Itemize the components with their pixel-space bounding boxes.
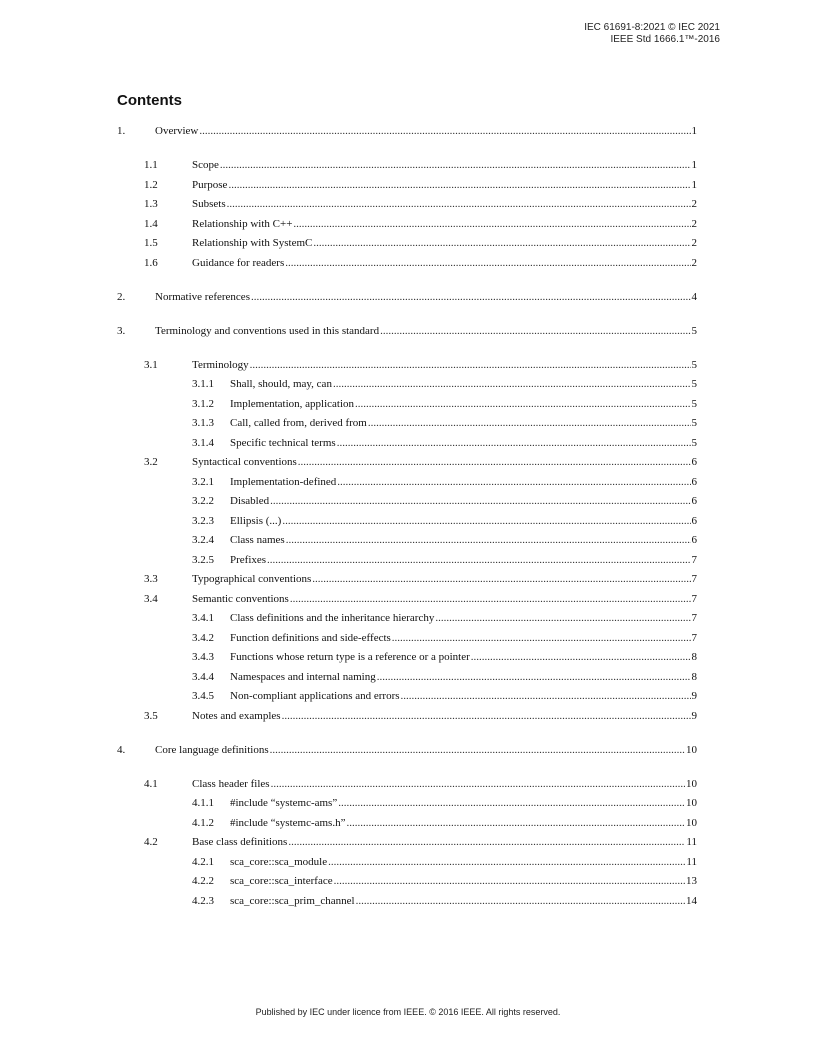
toc-entry-page: 7 <box>691 592 697 605</box>
toc-entry-number: 3.2.1 <box>192 475 214 488</box>
toc-entry-title: Functions whose return type is a reference or a pointer <box>230 651 470 663</box>
toc-dot-leader <box>334 872 685 892</box>
toc-entry-number: 4.1.1 <box>192 797 214 809</box>
toc-entry-title: Specific technical terms <box>230 436 336 449</box>
toc-entry[interactable] <box>117 254 697 274</box>
toc-entry-page: 5 <box>691 378 697 390</box>
toc-entry-number: 1.2 <box>144 178 158 191</box>
toc-dot-leader <box>338 794 685 814</box>
toc-entry-title: Disabled <box>230 495 270 507</box>
toc-entry-page: 10 <box>686 797 697 809</box>
toc-entry-title: Call, called from, derived from <box>230 417 367 429</box>
toc-entry[interactable] <box>117 687 697 707</box>
toc-dot-leader <box>435 609 690 629</box>
toc-entry-page: 2 <box>691 256 697 269</box>
toc-entry-title: Implementation, application <box>230 397 355 410</box>
toc-entry-page: 13 <box>686 875 697 887</box>
toc-entry-number: 4.2 <box>144 836 158 848</box>
toc-entry-number: 3.2.2 <box>192 495 214 507</box>
page-title: Contents <box>117 92 182 109</box>
toc-entry-number: 1. <box>117 125 126 137</box>
toc-dot-leader <box>368 414 691 434</box>
toc-entry[interactable] <box>117 453 697 473</box>
toc-dot-leader <box>313 234 690 254</box>
toc-entry-title: Class names <box>230 534 285 546</box>
toc-entry-number: 3.1 <box>144 358 158 371</box>
toc-entry-page: 11 <box>686 855 697 868</box>
toc-entry[interactable] <box>117 122 697 142</box>
toc-entry-number: 3.1.4 <box>192 436 214 449</box>
toc-entry-title: sca_core::sca_module <box>230 855 328 868</box>
toc-entry[interactable] <box>117 629 697 649</box>
toc-entry-number: 1.5 <box>144 237 158 249</box>
toc-entry-number: 1.3 <box>144 198 158 210</box>
toc-entry-number: 4.2.2 <box>192 875 214 887</box>
toc-entry[interactable] <box>117 176 697 196</box>
toc-entry[interactable] <box>117 531 697 551</box>
toc-entry-page: 2 <box>691 237 697 249</box>
toc-dot-leader <box>282 707 691 727</box>
toc-entry-page: 1 <box>691 125 697 137</box>
toc-entry[interactable] <box>117 668 697 688</box>
toc-entry[interactable] <box>117 814 697 834</box>
table-of-contents <box>117 122 697 911</box>
toc-dot-leader <box>271 775 685 795</box>
toc-entry[interactable] <box>117 473 697 493</box>
toc-entry-number: 3.4.2 <box>192 631 214 644</box>
toc-entry[interactable] <box>117 570 697 590</box>
toc-entry-page: 9 <box>691 690 697 702</box>
toc-entry-page: 6 <box>691 456 697 468</box>
page-footer: Published by IEC under licence from IEEE. © 2016 IEEE. All rights reserved. <box>255 1007 561 1017</box>
toc-entry-number: 1.1 <box>144 159 158 171</box>
toc-entry-page: 10 <box>686 777 697 790</box>
toc-entry[interactable] <box>117 156 697 176</box>
toc-entry-title: Purpose <box>192 178 228 191</box>
toc-entry-title: Scope <box>192 159 219 171</box>
toc-entry-title: Class header files <box>192 777 270 790</box>
toc-entry-page: 6 <box>691 495 697 507</box>
toc-entry-number: 3.1.3 <box>192 417 214 429</box>
toc-entry-title: sca_core::sca_prim_channel <box>230 894 355 907</box>
toc-entry[interactable] <box>117 512 697 532</box>
toc-entry-page: 5 <box>691 358 697 371</box>
toc-dot-leader <box>392 629 691 649</box>
toc-entry-title: Semantic conventions <box>192 592 289 605</box>
toc-entry-page: 2 <box>691 217 697 230</box>
toc-entry-number: 3.2.3 <box>192 514 214 527</box>
toc-entry-title: sca_core::sca_interface <box>230 875 333 887</box>
toc-dot-leader <box>337 434 691 454</box>
toc-dot-leader <box>228 176 690 196</box>
toc-entry-page: 1 <box>691 178 697 191</box>
toc-dot-leader <box>270 741 685 761</box>
toc-entry[interactable] <box>117 395 697 415</box>
toc-entry-page: 8 <box>691 670 697 683</box>
toc-entry-page: 6 <box>691 514 697 527</box>
toc-entry-page: 7 <box>691 631 697 644</box>
toc-entry[interactable] <box>117 609 697 629</box>
toc-entry-page: 6 <box>691 475 697 488</box>
toc-dot-leader <box>267 551 690 571</box>
header-standard-ieee: IEEE Std 1666.1™-2016 <box>610 34 720 45</box>
toc-entry-title: Guidance for readers <box>192 256 285 269</box>
toc-entry[interactable] <box>117 648 697 668</box>
toc-entry-title: Typographical conventions <box>192 573 312 585</box>
toc-entry-page: 4 <box>691 290 697 303</box>
toc-entry-number: 1.4 <box>144 217 158 230</box>
toc-entry[interactable] <box>117 356 697 376</box>
toc-entry-number: 3.1.1 <box>192 378 214 390</box>
toc-entry[interactable] <box>117 872 697 892</box>
toc-dot-leader <box>282 512 690 532</box>
toc-dot-leader <box>333 375 691 395</box>
toc-entry[interactable] <box>117 234 697 254</box>
toc-entry-number: 3.4.5 <box>192 690 214 702</box>
toc-dot-leader <box>250 356 691 376</box>
toc-entry-number: 3.5 <box>144 709 158 722</box>
toc-entry-title: Relationship with SystemC <box>192 237 313 249</box>
toc-entry-number: 4.1.2 <box>192 816 214 829</box>
toc-dot-leader <box>356 892 685 912</box>
toc-entry[interactable] <box>117 707 697 727</box>
toc-entry-title: Shall, should, may, can <box>230 378 332 390</box>
toc-entry[interactable] <box>117 590 697 610</box>
page-header <box>584 22 720 46</box>
toc-dot-leader <box>380 322 690 342</box>
toc-dot-leader <box>401 687 691 707</box>
toc-entry-number: 2. <box>117 290 126 303</box>
toc-entry-page: 7 <box>691 573 697 585</box>
toc-entry-title: Notes and examples <box>192 709 281 722</box>
toc-entry-page: 5 <box>691 417 697 429</box>
toc-dot-leader <box>328 853 685 873</box>
toc-entry-page: 1 <box>691 159 697 171</box>
toc-entry-number: 3.2.5 <box>192 553 214 566</box>
toc-entry-title: Terminology and conventions used in this standard <box>155 324 380 337</box>
toc-entry-page: 5 <box>691 436 697 449</box>
toc-entry-number: 3.4.1 <box>192 612 214 624</box>
toc-entry-title: Terminology <box>192 358 249 371</box>
toc-entry-number: 4.2.1 <box>192 855 214 868</box>
toc-entry[interactable] <box>117 288 697 308</box>
toc-entry-title: Core language definitions <box>155 743 269 756</box>
toc-entry-page: 8 <box>691 651 697 663</box>
toc-entry-number: 4. <box>117 743 126 756</box>
toc-entry-page: 10 <box>686 743 697 756</box>
toc-entry-title: Ellipsis (...) <box>230 514 282 527</box>
toc-entry-number: 3. <box>117 324 126 337</box>
toc-entry-page: 6 <box>691 534 697 546</box>
toc-entry-page: 7 <box>691 553 697 566</box>
toc-entry[interactable] <box>117 195 697 215</box>
toc-dot-leader <box>337 473 690 493</box>
toc-entry-page: 2 <box>691 198 697 210</box>
toc-entry-page: 7 <box>691 612 697 624</box>
toc-entry-page: 5 <box>691 324 697 337</box>
toc-entry-title: #include “systemc-ams” <box>230 797 338 809</box>
toc-entry-number: 3.1.2 <box>192 397 214 410</box>
toc-dot-leader <box>346 814 685 834</box>
toc-dot-leader <box>298 453 691 473</box>
toc-entry-title: Subsets <box>192 198 226 210</box>
toc-entry[interactable] <box>117 375 697 395</box>
toc-entry-number: 4.1 <box>144 777 158 790</box>
toc-entry-title: Overview <box>155 125 199 137</box>
toc-entry-title: Base class definitions <box>192 836 288 848</box>
toc-dot-leader <box>220 156 691 176</box>
toc-dot-leader <box>199 122 690 142</box>
toc-dot-leader <box>288 833 685 853</box>
toc-entry-number: 3.2.4 <box>192 534 214 546</box>
toc-entry-title: Non-compliant applications and errors <box>230 690 400 702</box>
toc-entry-page: 10 <box>686 816 697 829</box>
toc-entry-title: Class definitions and the inheritance hierarchy <box>230 612 435 624</box>
toc-entry-title: Normative references <box>155 290 250 303</box>
toc-dot-leader <box>285 254 690 274</box>
toc-entry-number: 1.6 <box>144 256 158 269</box>
toc-entry-number: 3.4 <box>144 592 158 605</box>
toc-dot-leader <box>293 215 690 235</box>
toc-dot-leader <box>251 288 691 308</box>
toc-dot-leader <box>290 590 691 610</box>
toc-dot-leader <box>377 668 691 688</box>
toc-entry-number: 3.4.4 <box>192 670 214 683</box>
toc-entry[interactable] <box>117 414 697 434</box>
toc-entry[interactable] <box>117 794 697 814</box>
toc-entry[interactable] <box>117 741 697 761</box>
toc-entry-number: 3.3 <box>144 573 158 585</box>
toc-dot-leader <box>312 570 690 590</box>
toc-dot-leader <box>355 395 690 415</box>
toc-entry-page: 9 <box>691 709 697 722</box>
toc-dot-leader <box>270 492 690 512</box>
toc-entry-title: Function definitions and side-effects <box>230 631 391 644</box>
toc-entry[interactable] <box>117 892 697 912</box>
toc-entry-title: #include “systemc-ams.h” <box>230 816 346 829</box>
toc-dot-leader <box>471 648 691 668</box>
toc-entry[interactable] <box>117 833 697 853</box>
toc-entry-title: Syntactical conventions <box>192 456 297 468</box>
toc-entry-number: 3.4.3 <box>192 651 214 663</box>
toc-entry[interactable] <box>117 853 697 873</box>
toc-entry[interactable] <box>117 322 697 342</box>
toc-entry-title: Namespaces and internal naming <box>230 670 376 683</box>
toc-entry[interactable] <box>117 775 697 795</box>
toc-dot-leader <box>286 531 691 551</box>
toc-entry-page: 14 <box>686 894 697 907</box>
toc-entry-number: 4.2.3 <box>192 894 214 907</box>
toc-entry-title: Prefixes <box>230 553 267 566</box>
toc-entry-title: Relationship with C++ <box>192 217 293 230</box>
toc-entry[interactable] <box>117 215 697 235</box>
toc-dot-leader <box>227 195 691 215</box>
toc-entry-page: 11 <box>686 836 697 848</box>
toc-entry[interactable] <box>117 551 697 571</box>
toc-entry-page: 5 <box>691 397 697 410</box>
toc-entry-number: 3.2 <box>144 456 158 468</box>
toc-entry[interactable] <box>117 492 697 512</box>
toc-entry[interactable] <box>117 434 697 454</box>
header-standard-iec: IEC 61691-8:2021 © IEC 2021 <box>584 22 720 33</box>
toc-entry-title: Implementation-defined <box>230 475 337 488</box>
